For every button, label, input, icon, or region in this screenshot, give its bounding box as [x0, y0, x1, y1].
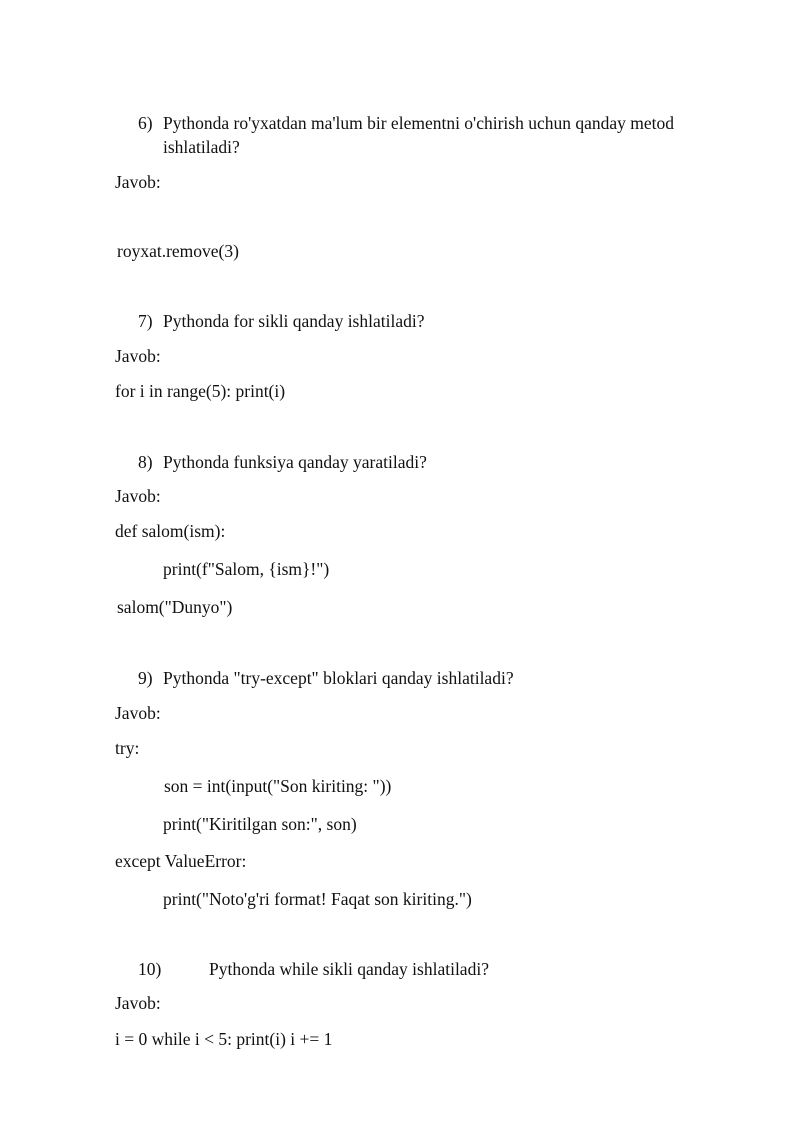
question-7-number: 7): [138, 311, 153, 331]
code-line: try:: [115, 738, 140, 758]
question-10-number: 10): [138, 959, 162, 979]
code-line: except ValueError:: [115, 851, 247, 871]
code-line: for i in range(5): print(i): [115, 381, 286, 401]
question-10-answer-label: Javob:: [115, 993, 161, 1013]
question-9-answer-label: Javob:: [115, 703, 161, 723]
question-6-answer-label: Javob:: [115, 172, 161, 192]
question-6-number: 6): [138, 113, 153, 133]
question-9-number: 9): [138, 668, 153, 688]
question-7-answer-label: Javob:: [115, 346, 161, 366]
question-9-text: Pythonda "try-except" bloklari qanday ishlatiladi?: [163, 668, 514, 688]
code-line: salom("Dunyo"): [117, 597, 233, 617]
code-line: def salom(ism):: [115, 521, 226, 541]
question-8-answer-label: Javob:: [115, 486, 161, 506]
question-8-number: 8): [138, 452, 153, 472]
question-6-text: Pythonda ro'yxatdan ma'lum bir elementni o'chirish uchun qanday metod: [163, 113, 675, 133]
code-line: royxat.remove(3): [117, 241, 239, 261]
question-6-text-continued: ishlatiladi?: [163, 137, 240, 157]
code-line: son = int(input("Son kiriting: ")): [164, 776, 392, 796]
code-line: print("Noto'g'ri format! Faqat son kiriting."): [163, 889, 472, 909]
code-line: i = 0 while i < 5: print(i) i += 1: [115, 1029, 333, 1049]
code-line: print(f"Salom, {ism}!"): [163, 559, 330, 579]
question-7-text: Pythonda for sikli qanday ishlatiladi?: [163, 311, 425, 331]
code-line: print("Kiritilgan son:", son): [163, 814, 357, 834]
question-8-text: Pythonda funksiya qanday yaratiladi?: [163, 452, 427, 472]
question-10-text: Pythonda while sikli qanday ishlatiladi?: [209, 959, 489, 979]
